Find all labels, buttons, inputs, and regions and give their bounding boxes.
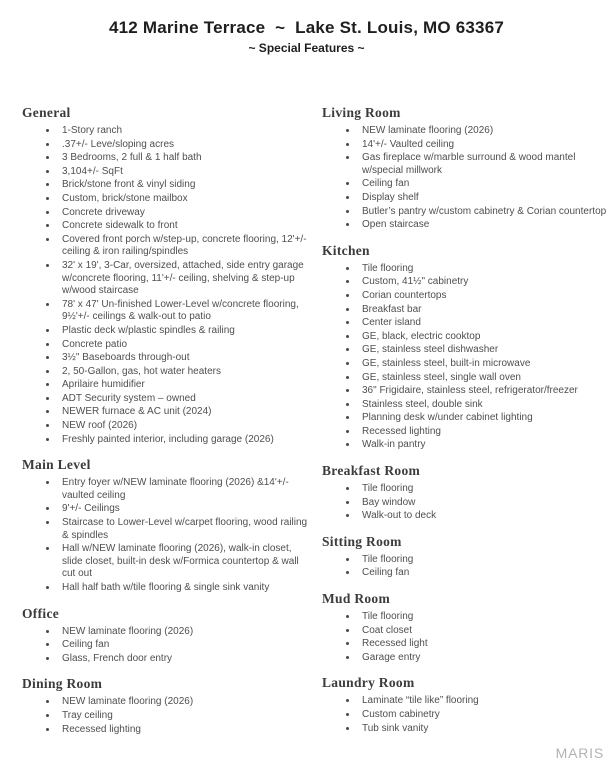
section-dining-room [22,676,312,736]
feature-item: • Laminate “tile like” flooring [358,694,613,708]
feature-item: • .37+/- Leve/sloping acres [58,138,312,152]
feature-item: • Bay window [358,496,613,510]
page-subtitle: ~ Special Features ~ [248,41,365,55]
section-main-level [22,457,312,594]
feature-item: • GE, stainless steel, single wall oven [358,371,613,385]
feature-item: • Tile flooring [358,262,613,276]
feature-list [322,124,613,232]
section-heading: Living Room [322,105,401,120]
section-heading: Kitchen [322,242,370,258]
feature-list [322,694,613,735]
section-general [22,105,312,446]
feature-item: • GE, stainless steel, built-in microwave [358,357,613,371]
feature-item: • Planning desk w/under cabinet lighting [358,411,613,425]
feature-item: • Custom, brick/stone mailbox [58,192,312,206]
feature-item: • 2, 50-Gallon, gas, hot water heaters [58,365,312,379]
section-heading: Mud Room [322,591,391,607]
feature-item: • 78' x 47' Un-finished Lower-Level w/concrete flooring, 9½'+/- ceilings & walk-out to patio [58,298,312,324]
feature-item: • Display shelf [358,191,613,205]
feature-item: • NEW laminate flooring (2026) [58,625,312,639]
feature-item: • Corian countertops [358,289,613,303]
feature-item: • Ceiling fan [358,566,613,580]
feature-item: • Recessed light [358,637,613,651]
feature-item: • Concrete driveway [58,206,312,220]
feature-item: • Recessed lighting [58,723,312,737]
feature-list [322,262,613,452]
feature-item: • Hall half bath w/tile flooring & single sink vanity [58,581,312,595]
feature-item: • Custom, 41½" cabinetry [358,275,613,289]
feature-item: • 14'+/- Vaulted ceiling [358,138,613,152]
feature-item: • NEW laminate flooring (2026) [358,124,613,138]
section-heading: Office [22,605,60,621]
feature-item: • Recessed lighting [358,425,613,439]
feature-item: • Gas fireplace w/marble surround & wood mantel w/special millwork [358,151,613,177]
feature-list [22,476,312,594]
feature-item: • Ceiling fan [58,638,312,652]
feature-list [322,610,613,664]
feature-item: • Tile flooring [358,553,613,567]
section-heading: Breakfast Room [322,463,421,479]
feature-item: • Aprilaire humidifier [58,378,312,392]
right-column [322,105,613,746]
feature-item: • 1-Story ranch [58,124,312,138]
feature-item: • 3½" Baseboards through-out [58,351,312,365]
feature-list [322,482,613,523]
feature-item: • Entry foyer w/NEW laminate flooring (2026) &14'+/- vaulted ceiling [58,476,312,502]
feature-item: • Tub sink vanity [358,722,613,736]
feature-item: • Covered front porch w/step-up, concrete flooring, 12'+/- ceiling & iron railing/spindles [58,233,312,259]
section-kitchen [322,243,613,452]
section-heading: Dining Room [22,676,103,692]
feature-item: • Stainless steel, double sink [358,398,613,412]
section-office [22,606,312,666]
feature-item: • Tile flooring [358,482,613,496]
feature-item: • NEW roof (2026) [58,419,312,433]
feature-item: • 3 Bedrooms, 2 full & 1 half bath [58,151,312,165]
section-mud-room [322,591,613,664]
feature-item: • 3,104+/- SqFt [58,165,312,179]
feature-item: • Brick/stone front & vinyl siding [58,178,312,192]
section-heading: Main Level [22,457,91,473]
feature-item: • Concrete patio [58,338,312,352]
feature-item: • GE, stainless steel dishwasher [358,343,613,357]
feature-item: • ADT Security system – owned [58,392,312,406]
feature-item: • Walk-in pantry [358,438,613,452]
section-heading: Laundry Room [322,675,415,691]
section-living-room [322,105,613,232]
feature-item: • NEW laminate flooring (2026) [58,695,312,709]
feature-item: • Staircase to Lower-Level w/carpet flooring, wood railing & spindles [58,516,312,542]
feature-item: • Center island [358,316,613,330]
feature-list [322,553,613,580]
feature-item: • Custom cabinetry [358,708,613,722]
feature-list [22,625,312,666]
feature-list [22,695,312,736]
page-title: 412 Marine Terrace ~ Lake St. Louis, MO 63367 [108,18,505,37]
feature-item: • Tray ceiling [58,709,312,723]
feature-item: • 9'+/- Ceilings [58,502,312,516]
maris-watermark: MARIS [555,745,604,761]
feature-item: • Plastic deck w/plastic spindles & railing [58,324,312,338]
feature-item: • Concrete sidewalk to front [58,219,312,233]
section-laundry-room [322,675,613,735]
section-sitting-room [322,534,613,580]
feature-item: • Walk-out to deck [358,509,613,523]
feature-item: • NEWER furnace & AC unit (2024) [58,405,312,419]
feature-item: • Coat closet [358,624,613,638]
section-heading: Sitting Room [322,533,402,549]
feature-item: • Ceiling fan [358,177,613,191]
section-breakfast-room [322,463,613,523]
feature-item: • 36" Frigidaire, stainless steel, refrigerator/freezer [358,384,613,398]
feature-item: • Hall w/NEW laminate flooring (2026), walk-in closet, slide closet, built-in desk w/Formica countertop & wall cut out [58,542,312,581]
feature-columns [0,105,613,747]
feature-item: • Breakfast bar [358,303,613,317]
feature-item: • Glass, French door entry [58,652,312,666]
feature-list [22,124,312,446]
feature-item: • Tile flooring [358,610,613,624]
feature-item: • Garage entry [358,651,613,665]
left-column [22,105,322,747]
section-heading: General [22,105,71,120]
feature-item: • 32' x 19', 3-Car, oversized, attached, side entry garage w/concrete flooring, 11'+/- ceiling, shelving & step-up w/wood staircase [58,259,312,298]
feature-item: • Freshly painted interior, including garage (2026) [58,433,312,447]
feature-item: • Open staircase [358,218,613,232]
feature-item: • GE, black, electric cooktop [358,330,613,344]
feature-item: • Butler’s pantry w/custom cabinetry & Corian countertop [358,205,613,219]
